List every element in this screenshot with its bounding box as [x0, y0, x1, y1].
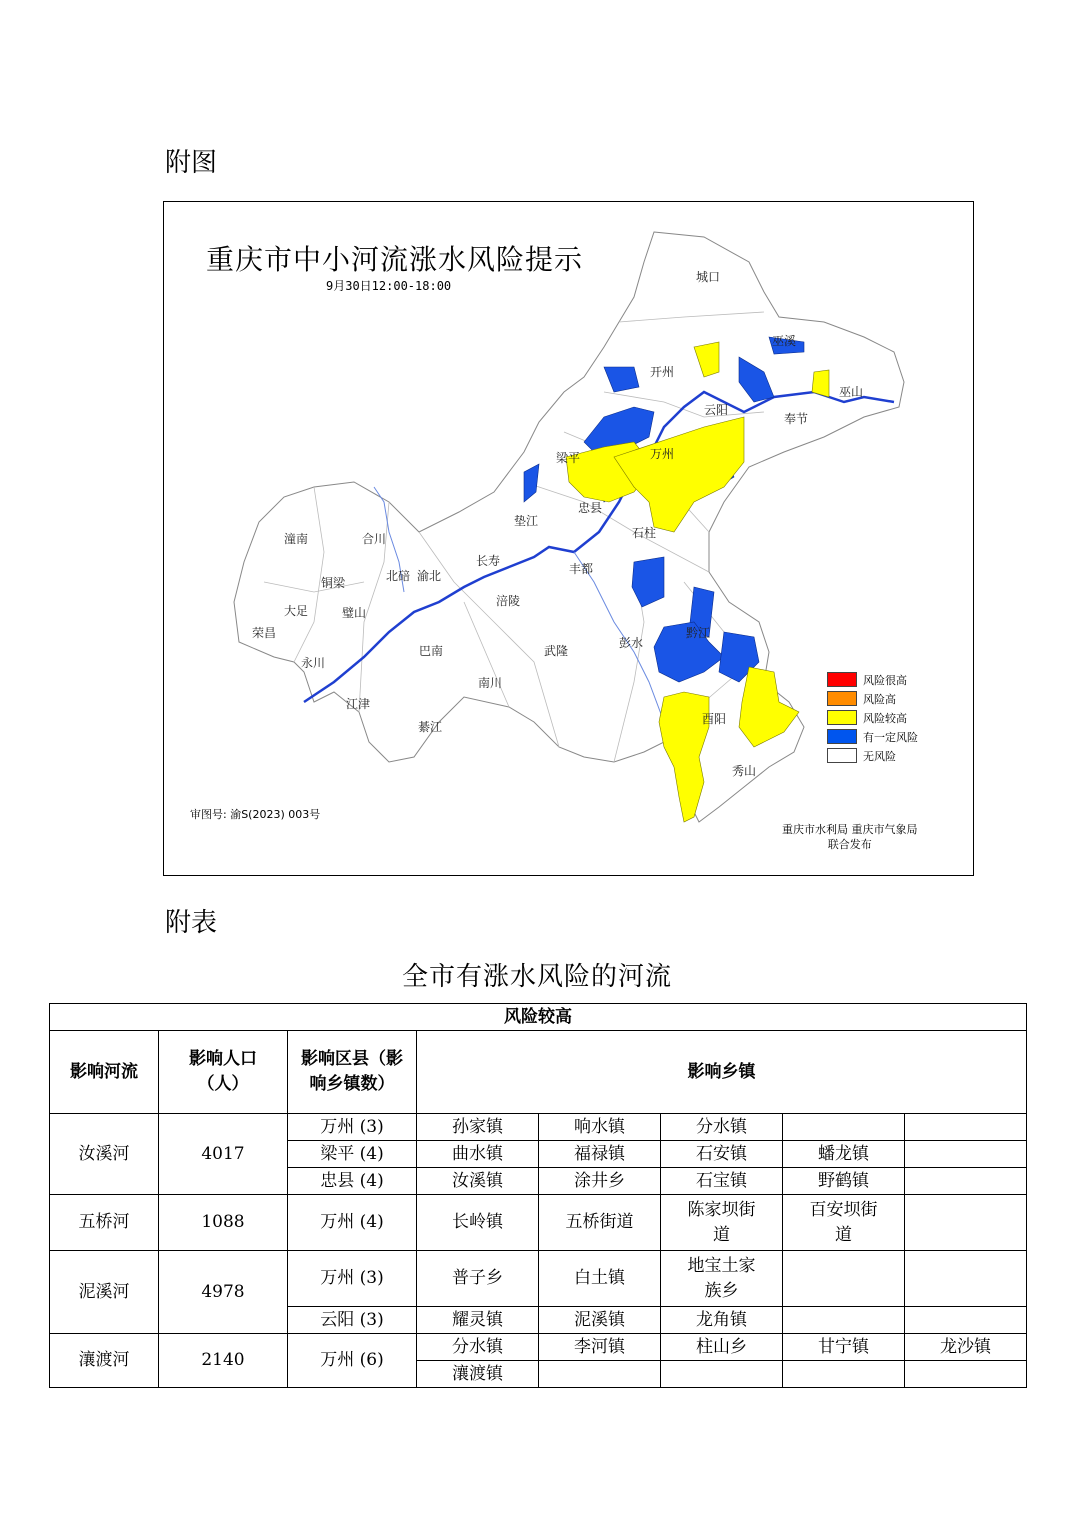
town-cell: [905, 1168, 1027, 1195]
table-row: [50, 1114, 1027, 1141]
town-cell: 陈家坝街道: [661, 1195, 783, 1251]
river-name: 瀼渡河: [50, 1334, 159, 1388]
legend-item: [827, 670, 918, 689]
district: 万州 (3): [288, 1251, 417, 1307]
place-label: 石柱: [632, 526, 657, 540]
district: 忠县 (4): [288, 1168, 417, 1195]
population: 4017: [159, 1114, 288, 1195]
place-label: 永川: [301, 656, 326, 670]
table-header-row: [50, 1031, 1027, 1114]
legend-swatch-orange: [827, 691, 857, 706]
town-cell: [783, 1307, 905, 1334]
town-cell: [783, 1361, 905, 1388]
table-row: [50, 1334, 1027, 1361]
table-row: [50, 1251, 1027, 1307]
town-cell: 野鹤镇: [783, 1168, 905, 1195]
legend-item: [827, 746, 918, 765]
map-date: 9月30日12:00-18:00: [326, 279, 452, 293]
town-cell: 五桥街道: [539, 1195, 661, 1251]
place-label: 丰都: [569, 562, 594, 576]
place-label: 彭水: [619, 636, 644, 650]
population: 4978: [159, 1251, 288, 1334]
town-cell: [905, 1195, 1027, 1251]
town-cell: [539, 1361, 661, 1388]
place-label: 奉节: [784, 412, 809, 426]
town-cell: [661, 1361, 783, 1388]
district: 万州 (6): [288, 1334, 417, 1388]
town-cell: 孙家镇: [417, 1114, 539, 1141]
place-label: 北碚: [386, 569, 411, 583]
place-label: 合川: [362, 532, 387, 546]
place-label: 垫江: [514, 514, 539, 528]
place-label: 梁平: [556, 451, 581, 465]
town-cell: 柱山乡: [661, 1334, 783, 1361]
town-cell: [905, 1251, 1027, 1307]
river-name: 五桥河: [50, 1195, 159, 1251]
town-cell: 耀灵镇: [417, 1307, 539, 1334]
town-cell: 瀼渡镇: [417, 1361, 539, 1388]
legend-label: 风险很高: [863, 673, 907, 687]
place-label: 秀山: [732, 764, 757, 778]
town-cell: 白土镇: [539, 1251, 661, 1307]
place-label: 长寿: [476, 554, 501, 568]
town-cell: 龙沙镇: [905, 1334, 1027, 1361]
legend-swatch-blue: [827, 729, 857, 744]
legend-label: 有一定风险: [863, 730, 918, 744]
place-label: 潼南: [284, 532, 309, 546]
place-label: 璧山: [342, 606, 367, 620]
figure-label: 附图: [165, 148, 218, 178]
place-label: 大足: [284, 604, 309, 618]
district: 梁平 (4): [288, 1141, 417, 1168]
district: 云阳 (3): [288, 1307, 417, 1334]
town-cell: 汝溪镇: [417, 1168, 539, 1195]
place-label: 武隆: [544, 644, 569, 658]
place-label: 铜梁: [321, 576, 346, 590]
town-cell: 普子乡: [417, 1251, 539, 1307]
town-cell: 长岭镇: [417, 1195, 539, 1251]
header-towns: 影响乡镇: [417, 1031, 1027, 1114]
map-publisher: [782, 822, 918, 852]
table-label: 附表: [165, 908, 218, 938]
risk-map: [163, 201, 974, 876]
district: 万州 (3): [288, 1114, 417, 1141]
town-cell: [905, 1361, 1027, 1388]
place-label: 涪陵: [496, 594, 521, 608]
place-label: 巫溪: [772, 334, 797, 348]
table-title: 全市有涨水风险的河流: [401, 962, 672, 992]
legend-swatch-yellow: [827, 710, 857, 725]
place-label: 开州: [650, 365, 675, 379]
header-district: 影响区县（影响乡镇数）: [288, 1031, 417, 1114]
legend-label: 风险较高: [863, 711, 907, 725]
map-legend: [827, 670, 918, 765]
place-label: 南川: [478, 676, 503, 690]
place-label: 万州: [650, 447, 675, 461]
publisher-line: 联合发布: [827, 838, 872, 851]
table-row: [50, 1004, 1027, 1031]
town-cell: 石宝镇: [661, 1168, 783, 1195]
river-name: 汝溪河: [50, 1114, 159, 1195]
town-cell: [783, 1114, 905, 1141]
town-cell: [905, 1114, 1027, 1141]
town-cell: 响水镇: [539, 1114, 661, 1141]
legend-item: [827, 689, 918, 708]
town-cell: 龙角镇: [661, 1307, 783, 1334]
legend-label: 风险高: [863, 692, 896, 706]
chongqing-outline: [234, 232, 904, 822]
map-approval-number: 审图号: 渝S(2023) 003号: [190, 808, 321, 821]
place-label: 城口: [696, 270, 721, 284]
place-label: 云阳: [704, 403, 729, 417]
place-label: 黔江: [686, 626, 711, 640]
town-cell: [783, 1251, 905, 1307]
header-river: 影响河流: [50, 1031, 159, 1114]
place-label: 江津: [346, 697, 371, 711]
place-label: 綦江: [418, 720, 443, 734]
town-cell: 曲水镇: [417, 1141, 539, 1168]
place-label: 渝北: [417, 569, 442, 583]
town-cell: 李河镇: [539, 1334, 661, 1361]
place-label: 荣昌: [252, 626, 277, 640]
publisher-line: 重庆市水利局 重庆市气象局: [782, 823, 918, 836]
header-population: 影响人口（人）: [159, 1031, 288, 1114]
legend-label: 无风险: [863, 749, 896, 763]
town-cell: 福禄镇: [539, 1141, 661, 1168]
river-name: 泥溪河: [50, 1251, 159, 1334]
town-cell: 涂井乡: [539, 1168, 661, 1195]
town-cell: [905, 1307, 1027, 1334]
table-row: [50, 1195, 1027, 1251]
town-cell: 分水镇: [661, 1114, 783, 1141]
place-label: 巫山: [839, 385, 864, 399]
legend-item: [827, 727, 918, 746]
place-label: 巴南: [419, 644, 444, 658]
town-cell: 地宝土家族乡: [661, 1251, 783, 1307]
legend-swatch-red: [827, 672, 857, 687]
town-cell: 泥溪镇: [539, 1307, 661, 1334]
town-cell: [905, 1141, 1027, 1168]
town-cell: 百安坝街道: [783, 1195, 905, 1251]
place-label: 忠县: [578, 501, 603, 515]
river-risk-table: [49, 1003, 1027, 1388]
population: 1088: [159, 1195, 288, 1251]
map-title: 重庆市中小河流涨水风险提示: [206, 243, 584, 276]
town-cell: 蟠龙镇: [783, 1141, 905, 1168]
legend-swatch-white: [827, 748, 857, 763]
town-cell: 石安镇: [661, 1141, 783, 1168]
town-cell: 甘宁镇: [783, 1334, 905, 1361]
district: 万州 (4): [288, 1195, 417, 1251]
town-cell: 分水镇: [417, 1334, 539, 1361]
risk-level-header: 风险较高: [50, 1004, 1027, 1031]
place-label: 酉阳: [702, 712, 727, 726]
population: 2140: [159, 1334, 288, 1388]
legend-item: [827, 708, 918, 727]
